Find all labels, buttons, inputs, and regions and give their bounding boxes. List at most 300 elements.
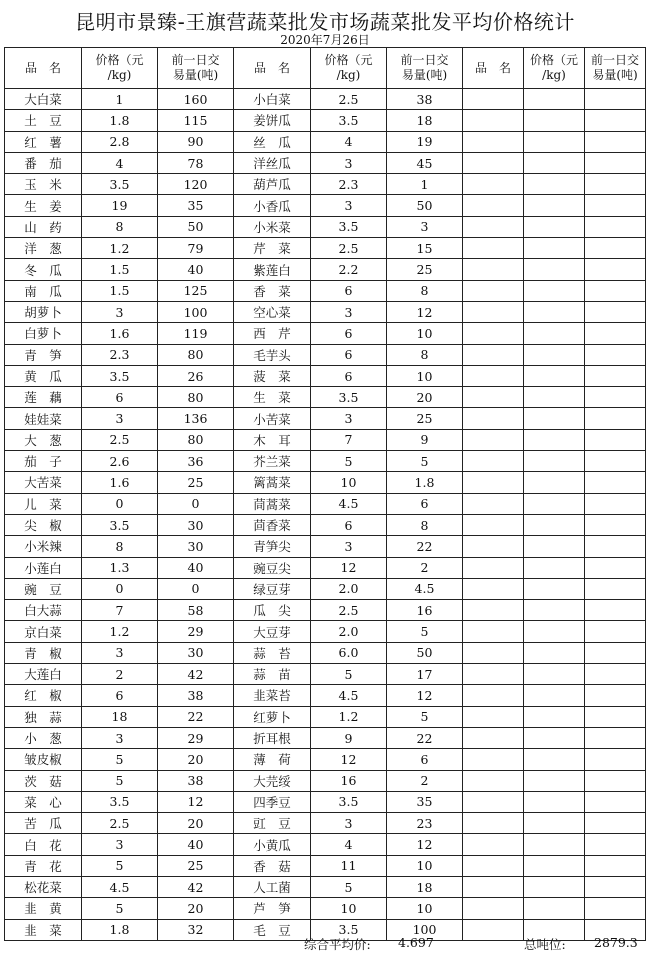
- middle-name-cell: 生 菜: [234, 387, 311, 408]
- left-price-cell: 1.6: [82, 472, 158, 493]
- empty-cell: [524, 536, 585, 557]
- empty-cell: [463, 791, 524, 812]
- left-volume-cell: 20: [158, 813, 234, 834]
- header-price: 价格（元 /kg): [82, 48, 158, 89]
- middle-volume-cell: 35: [387, 791, 463, 812]
- empty-cell: [524, 89, 585, 110]
- empty-cell: [463, 344, 524, 365]
- left-price-cell: 2.8: [82, 131, 158, 152]
- left-name-cell: 豌 豆: [5, 578, 82, 599]
- empty-cell: [463, 578, 524, 599]
- left-price-cell: 2: [82, 664, 158, 685]
- empty-cell: [463, 664, 524, 685]
- middle-name-cell: 折耳根: [234, 727, 311, 748]
- table-row: [5, 536, 646, 557]
- report-date: 2020年7月26日: [280, 33, 370, 47]
- left-volume-cell: 20: [158, 749, 234, 770]
- empty-cell: [463, 557, 524, 578]
- empty-cell: [585, 791, 646, 812]
- left-volume-cell: 80: [158, 344, 234, 365]
- table-body: [5, 89, 646, 941]
- middle-name-cell: 紫莲白: [234, 259, 311, 280]
- empty-cell: [585, 536, 646, 557]
- middle-price-cell: 3.5: [311, 791, 387, 812]
- left-name-cell: 白萝卜: [5, 323, 82, 344]
- left-volume-cell: 12: [158, 791, 234, 812]
- left-name-cell: 茨 菇: [5, 770, 82, 791]
- middle-volume-cell: 16: [387, 600, 463, 621]
- empty-cell: [463, 216, 524, 237]
- middle-volume-cell: 22: [387, 536, 463, 557]
- middle-price-cell: 1.2: [311, 706, 387, 727]
- table-row: [5, 365, 646, 386]
- empty-cell: [524, 195, 585, 216]
- middle-volume-cell: 10: [387, 855, 463, 876]
- empty-cell: [585, 557, 646, 578]
- middle-volume-cell: 5: [387, 451, 463, 472]
- table-row: [5, 238, 646, 259]
- table-row: [5, 152, 646, 173]
- header-volume: 前一日交 易量(吨): [585, 48, 646, 89]
- empty-cell: [524, 749, 585, 770]
- left-price-cell: 1.5: [82, 259, 158, 280]
- middle-name-cell: 蒜 苗: [234, 664, 311, 685]
- empty-cell: [524, 472, 585, 493]
- empty-cell: [463, 855, 524, 876]
- middle-volume-cell: 12: [387, 685, 463, 706]
- empty-cell: [524, 451, 585, 472]
- left-name-cell: 大白菜: [5, 89, 82, 110]
- middle-volume-cell: 50: [387, 642, 463, 663]
- left-volume-cell: 90: [158, 131, 234, 152]
- left-price-cell: 5: [82, 898, 158, 919]
- table-row: [5, 855, 646, 876]
- empty-cell: [524, 152, 585, 173]
- left-volume-cell: 160: [158, 89, 234, 110]
- left-price-cell: 5: [82, 770, 158, 791]
- table-row: [5, 451, 646, 472]
- middle-price-cell: 12: [311, 749, 387, 770]
- empty-cell: [524, 834, 585, 855]
- middle-price-cell: 6: [311, 365, 387, 386]
- middle-price-cell: 2.0: [311, 621, 387, 642]
- empty-cell: [585, 365, 646, 386]
- left-price-cell: 3.5: [82, 791, 158, 812]
- table-row: [5, 791, 646, 812]
- left-volume-cell: 26: [158, 365, 234, 386]
- empty-cell: [463, 451, 524, 472]
- middle-volume-cell: 10: [387, 323, 463, 344]
- left-price-cell: 6: [82, 685, 158, 706]
- table-row: [5, 727, 646, 748]
- empty-cell: [463, 238, 524, 259]
- left-volume-cell: 115: [158, 110, 234, 131]
- left-volume-cell: 25: [158, 855, 234, 876]
- table-row: [5, 301, 646, 322]
- left-name-cell: 大 葱: [5, 429, 82, 450]
- table-row: [5, 259, 646, 280]
- table-row: [5, 578, 646, 599]
- empty-cell: [585, 429, 646, 450]
- left-price-cell: 2.6: [82, 451, 158, 472]
- empty-cell: [585, 727, 646, 748]
- middle-price-cell: 3.5: [311, 110, 387, 131]
- middle-volume-cell: 20: [387, 387, 463, 408]
- empty-cell: [463, 493, 524, 514]
- empty-cell: [585, 834, 646, 855]
- middle-name-cell: 绿豆芽: [234, 578, 311, 599]
- left-price-cell: 3: [82, 301, 158, 322]
- middle-volume-cell: 6: [387, 749, 463, 770]
- empty-cell: [585, 89, 646, 110]
- middle-name-cell: 毛芋头: [234, 344, 311, 365]
- left-volume-cell: 0: [158, 578, 234, 599]
- table-row: [5, 174, 646, 195]
- left-name-cell: 独 蒜: [5, 706, 82, 727]
- table-row: [5, 493, 646, 514]
- header-price: 价格（元 /kg): [311, 48, 387, 89]
- middle-name-cell: 茼蒿菜: [234, 493, 311, 514]
- left-name-cell: 白 花: [5, 834, 82, 855]
- middle-name-cell: 芥兰菜: [234, 451, 311, 472]
- empty-cell: [463, 408, 524, 429]
- middle-name-cell: 菠 菜: [234, 365, 311, 386]
- header-name: 品 名: [234, 48, 311, 89]
- left-volume-cell: 136: [158, 408, 234, 429]
- empty-cell: [463, 749, 524, 770]
- middle-name-cell: 青笋尖: [234, 536, 311, 557]
- middle-volume-cell: 25: [387, 408, 463, 429]
- empty-cell: [524, 238, 585, 259]
- left-name-cell: 尖 椒: [5, 514, 82, 535]
- empty-cell: [524, 855, 585, 876]
- empty-cell: [463, 195, 524, 216]
- middle-price-cell: 6.0: [311, 642, 387, 663]
- middle-name-cell: 韭菜苔: [234, 685, 311, 706]
- middle-name-cell: 香 菇: [234, 855, 311, 876]
- page-title: 昆明市景臻-王旗营蔬菜批发市场蔬菜批发平均价格统计: [75, 10, 575, 34]
- middle-name-cell: 茴香菜: [234, 514, 311, 535]
- left-name-cell: 生 姜: [5, 195, 82, 216]
- empty-cell: [463, 536, 524, 557]
- middle-price-cell: 6: [311, 514, 387, 535]
- left-name-cell: 韭 菜: [5, 919, 82, 940]
- header-price: 价格（元 /kg): [524, 48, 585, 89]
- left-price-cell: 0: [82, 493, 158, 514]
- left-price-cell: 2.3: [82, 344, 158, 365]
- empty-cell: [524, 791, 585, 812]
- left-volume-cell: 79: [158, 238, 234, 259]
- empty-cell: [524, 493, 585, 514]
- middle-price-cell: 10: [311, 472, 387, 493]
- table-row: [5, 621, 646, 642]
- middle-volume-cell: 23: [387, 813, 463, 834]
- header-row: [5, 48, 646, 89]
- middle-name-cell: 小苦菜: [234, 408, 311, 429]
- middle-volume-cell: 18: [387, 110, 463, 131]
- left-price-cell: 3.5: [82, 365, 158, 386]
- left-volume-cell: 40: [158, 557, 234, 578]
- left-volume-cell: 32: [158, 919, 234, 940]
- left-volume-cell: 29: [158, 621, 234, 642]
- empty-cell: [585, 493, 646, 514]
- empty-cell: [585, 621, 646, 642]
- middle-volume-cell: 5: [387, 706, 463, 727]
- left-price-cell: 8: [82, 536, 158, 557]
- empty-cell: [463, 429, 524, 450]
- middle-price-cell: 10: [311, 898, 387, 919]
- left-name-cell: 菜 心: [5, 791, 82, 812]
- left-name-cell: 苦 瓜: [5, 813, 82, 834]
- empty-cell: [585, 813, 646, 834]
- middle-price-cell: 2.0: [311, 578, 387, 599]
- middle-name-cell: 毛 豆: [234, 919, 311, 940]
- middle-name-cell: 丝 瓜: [234, 131, 311, 152]
- middle-name-cell: 小黄瓜: [234, 834, 311, 855]
- middle-price-cell: 7: [311, 429, 387, 450]
- empty-cell: [463, 110, 524, 131]
- middle-name-cell: 葫芦瓜: [234, 174, 311, 195]
- left-name-cell: 莲 藕: [5, 387, 82, 408]
- middle-price-cell: 5: [311, 664, 387, 685]
- left-name-cell: 小米辣: [5, 536, 82, 557]
- middle-name-cell: 瓜 尖: [234, 600, 311, 621]
- empty-cell: [524, 898, 585, 919]
- left-volume-cell: 78: [158, 152, 234, 173]
- left-price-cell: 18: [82, 706, 158, 727]
- table-row: [5, 834, 646, 855]
- empty-cell: [585, 600, 646, 621]
- middle-name-cell: 芹 菜: [234, 238, 311, 259]
- left-volume-cell: 42: [158, 876, 234, 897]
- middle-volume-cell: 5: [387, 621, 463, 642]
- left-name-cell: 茄 子: [5, 451, 82, 472]
- middle-volume-cell: 50: [387, 195, 463, 216]
- middle-volume-cell: 100: [387, 919, 463, 940]
- average-price-value: 4.697: [398, 935, 434, 950]
- left-name-cell: 小莲白: [5, 557, 82, 578]
- middle-volume-cell: 12: [387, 301, 463, 322]
- header-volume: 前一日交 易量(吨): [387, 48, 463, 89]
- table-row: [5, 749, 646, 770]
- empty-cell: [524, 770, 585, 791]
- middle-volume-cell: 9: [387, 429, 463, 450]
- left-price-cell: 3: [82, 834, 158, 855]
- middle-price-cell: 3.5: [311, 216, 387, 237]
- left-volume-cell: 100: [158, 301, 234, 322]
- left-price-cell: 1.6: [82, 323, 158, 344]
- empty-cell: [524, 131, 585, 152]
- left-name-cell: 小 葱: [5, 727, 82, 748]
- header-name: 品 名: [463, 48, 524, 89]
- middle-name-cell: 大芫绥: [234, 770, 311, 791]
- empty-cell: [585, 855, 646, 876]
- left-name-cell: 青 花: [5, 855, 82, 876]
- left-name-cell: 儿 菜: [5, 493, 82, 514]
- empty-cell: [585, 323, 646, 344]
- left-volume-cell: 30: [158, 642, 234, 663]
- left-price-cell: 19: [82, 195, 158, 216]
- empty-cell: [463, 642, 524, 663]
- middle-name-cell: 小香瓜: [234, 195, 311, 216]
- left-volume-cell: 0: [158, 493, 234, 514]
- empty-cell: [585, 514, 646, 535]
- left-volume-cell: 80: [158, 429, 234, 450]
- middle-price-cell: 2.2: [311, 259, 387, 280]
- middle-price-cell: 6: [311, 344, 387, 365]
- left-price-cell: 0: [82, 578, 158, 599]
- left-price-cell: 5: [82, 749, 158, 770]
- empty-cell: [463, 280, 524, 301]
- middle-name-cell: 篱蒿菜: [234, 472, 311, 493]
- empty-cell: [585, 749, 646, 770]
- middle-volume-cell: 22: [387, 727, 463, 748]
- empty-cell: [463, 621, 524, 642]
- table-row: [5, 557, 646, 578]
- left-volume-cell: 80: [158, 387, 234, 408]
- left-volume-cell: 20: [158, 898, 234, 919]
- middle-name-cell: 空心菜: [234, 301, 311, 322]
- left-volume-cell: 38: [158, 685, 234, 706]
- left-volume-cell: 50: [158, 216, 234, 237]
- empty-cell: [585, 174, 646, 195]
- empty-cell: [463, 301, 524, 322]
- empty-cell: [585, 195, 646, 216]
- empty-cell: [585, 110, 646, 131]
- middle-price-cell: 3: [311, 408, 387, 429]
- middle-name-cell: 木 耳: [234, 429, 311, 450]
- middle-name-cell: 薄 荷: [234, 749, 311, 770]
- left-price-cell: 6: [82, 387, 158, 408]
- left-price-cell: 3: [82, 727, 158, 748]
- left-price-cell: 1.5: [82, 280, 158, 301]
- empty-cell: [463, 706, 524, 727]
- left-price-cell: 1.8: [82, 919, 158, 940]
- header-volume: 前一日交 易量(吨): [158, 48, 234, 89]
- middle-price-cell: 2.5: [311, 89, 387, 110]
- empty-cell: [585, 216, 646, 237]
- left-volume-cell: 42: [158, 664, 234, 685]
- left-name-cell: 青 笋: [5, 344, 82, 365]
- middle-price-cell: 3: [311, 195, 387, 216]
- middle-volume-cell: 12: [387, 834, 463, 855]
- left-name-cell: 皱皮椒: [5, 749, 82, 770]
- empty-cell: [524, 408, 585, 429]
- table-row: [5, 110, 646, 131]
- middle-price-cell: 3: [311, 536, 387, 557]
- table-row: [5, 344, 646, 365]
- middle-price-cell: 6: [311, 280, 387, 301]
- middle-name-cell: 四季豆: [234, 791, 311, 812]
- table-row: [5, 89, 646, 110]
- middle-volume-cell: 10: [387, 898, 463, 919]
- middle-volume-cell: 1: [387, 174, 463, 195]
- middle-volume-cell: 25: [387, 259, 463, 280]
- empty-cell: [463, 323, 524, 344]
- price-table: [4, 47, 646, 941]
- empty-cell: [463, 89, 524, 110]
- left-name-cell: 娃娃菜: [5, 408, 82, 429]
- empty-cell: [524, 578, 585, 599]
- empty-cell: [524, 557, 585, 578]
- middle-name-cell: 豌豆尖: [234, 557, 311, 578]
- empty-cell: [524, 642, 585, 663]
- left-name-cell: 韭 黄: [5, 898, 82, 919]
- left-price-cell: 3: [82, 642, 158, 663]
- middle-volume-cell: 18: [387, 876, 463, 897]
- empty-cell: [524, 813, 585, 834]
- left-name-cell: 青 椒: [5, 642, 82, 663]
- empty-cell: [585, 238, 646, 259]
- left-name-cell: 胡萝卜: [5, 301, 82, 322]
- empty-cell: [463, 685, 524, 706]
- left-name-cell: 山 药: [5, 216, 82, 237]
- empty-cell: [585, 642, 646, 663]
- empty-cell: [524, 323, 585, 344]
- empty-cell: [585, 131, 646, 152]
- table-row: [5, 387, 646, 408]
- empty-cell: [524, 110, 585, 131]
- middle-price-cell: 6: [311, 323, 387, 344]
- empty-cell: [524, 685, 585, 706]
- empty-cell: [524, 727, 585, 748]
- table-row: [5, 685, 646, 706]
- left-volume-cell: 40: [158, 834, 234, 855]
- empty-cell: [463, 813, 524, 834]
- middle-price-cell: 3: [311, 152, 387, 173]
- table-row: [5, 706, 646, 727]
- empty-cell: [585, 387, 646, 408]
- left-volume-cell: 35: [158, 195, 234, 216]
- left-price-cell: 5: [82, 855, 158, 876]
- left-volume-cell: 38: [158, 770, 234, 791]
- empty-cell: [463, 174, 524, 195]
- left-name-cell: 洋 葱: [5, 238, 82, 259]
- empty-cell: [524, 174, 585, 195]
- left-volume-cell: 36: [158, 451, 234, 472]
- middle-price-cell: 12: [311, 557, 387, 578]
- middle-price-cell: 11: [311, 855, 387, 876]
- left-price-cell: 2.5: [82, 429, 158, 450]
- left-price-cell: 8: [82, 216, 158, 237]
- table-row: [5, 429, 646, 450]
- empty-cell: [463, 472, 524, 493]
- left-name-cell: 大苦菜: [5, 472, 82, 493]
- left-price-cell: 4: [82, 152, 158, 173]
- table-row: [5, 514, 646, 535]
- middle-name-cell: 红萝卜: [234, 706, 311, 727]
- empty-cell: [524, 514, 585, 535]
- empty-cell: [524, 344, 585, 365]
- empty-cell: [585, 301, 646, 322]
- middle-name-cell: 豇 豆: [234, 813, 311, 834]
- left-price-cell: 1: [82, 89, 158, 110]
- table-row: [5, 216, 646, 237]
- left-price-cell: 4.5: [82, 876, 158, 897]
- middle-volume-cell: 1.8: [387, 472, 463, 493]
- middle-price-cell: 2.3: [311, 174, 387, 195]
- empty-cell: [463, 514, 524, 535]
- empty-cell: [524, 621, 585, 642]
- middle-name-cell: 人工菌: [234, 876, 311, 897]
- empty-cell: [463, 834, 524, 855]
- total-tonnage-value: 2879.3: [594, 935, 638, 950]
- table-row: [5, 813, 646, 834]
- middle-price-cell: 3.5: [311, 387, 387, 408]
- middle-price-cell: 3.5: [311, 919, 387, 940]
- empty-cell: [524, 280, 585, 301]
- empty-cell: [585, 770, 646, 791]
